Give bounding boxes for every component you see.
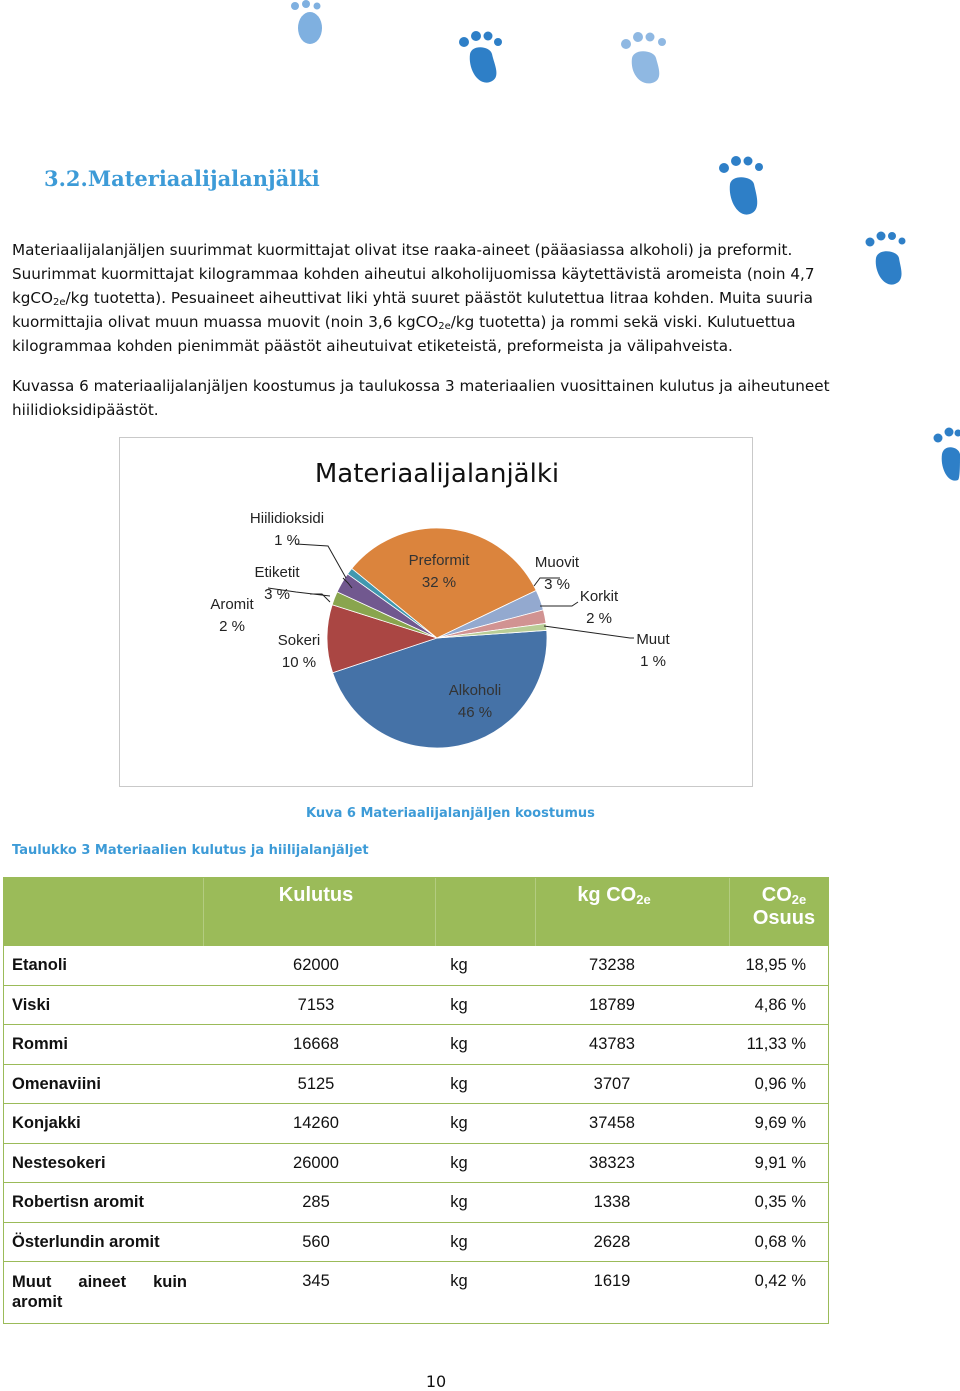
figure-caption: Kuva 6 Materiaalijalanjäljen koostumus [306, 806, 595, 821]
slice-label-alkoholi-value: 46 % [457, 704, 493, 721]
row-kg-co2e: 43783 [589, 1035, 635, 1053]
slice-label-hiilidioksidi-name: Hiilidioksidi [249, 510, 325, 527]
slice-label-alkoholi-name: Alkoholi [448, 682, 502, 699]
row-osuus: 9,69 % [754, 1114, 806, 1132]
slice-label-sokeri-value: 10 % [281, 654, 317, 671]
table-row [4, 946, 828, 986]
slice-label-aromit-value: 2 % [219, 618, 245, 635]
row-osuus: 9,91 % [754, 1153, 806, 1172]
row-unit: kg [450, 1272, 468, 1290]
row-osuus: 18,95 % [745, 956, 806, 974]
paragraph-1 [12, 238, 860, 358]
row-osuus: 0,35 % [754, 1193, 806, 1211]
row-kulutus: 345 [302, 1272, 330, 1290]
row-osuus: 11,33 % [746, 1035, 806, 1053]
slice-label-muovit-name: Muovit [534, 554, 580, 571]
row-kulutus: 62000 [293, 956, 339, 974]
row-unit: kg [450, 1074, 468, 1093]
footprint-icon [924, 424, 960, 488]
row-unit: kg [450, 1035, 468, 1053]
table-row [4, 1104, 828, 1144]
section-title: 3.2.Materiaalijalanjälki [44, 166, 320, 191]
slice-label-hiilidioksidi-value: 1 % [274, 532, 300, 549]
header-kulutus: Kulutus [278, 884, 354, 906]
row-kg-co2e: 37458 [589, 1114, 635, 1132]
row-name: Omenaviini [12, 1074, 101, 1093]
row-unit: kg [450, 995, 468, 1014]
footprint-icon [280, 0, 340, 50]
slice-label-preformit-name: Preformit [408, 552, 470, 569]
footprint-icon [712, 152, 774, 222]
chart-title: Materiaalijalanjälki [314, 459, 560, 489]
row-kg-co2e: 1619 [593, 1272, 631, 1290]
footprint-icon [450, 24, 520, 94]
row-osuus: 0,42 % [754, 1272, 806, 1290]
slice-label-muut-name: Muut [636, 631, 670, 648]
table-row [4, 1144, 828, 1184]
paragraph-2 [12, 374, 860, 422]
row-kulutus: 5125 [297, 1074, 335, 1093]
row-name: Robertisn aromit [12, 1193, 145, 1211]
row-kulutus: 7153 [297, 995, 335, 1014]
row-kg-co2e: 3707 [593, 1074, 631, 1093]
row-kg-co2e: 18789 [589, 995, 635, 1014]
row-kulutus: 16668 [293, 1035, 339, 1053]
row-kulutus: 560 [302, 1232, 330, 1251]
pie-chart [120, 438, 754, 788]
paragraph-2-line-2: hiilidioksidipäästöt. [12, 401, 159, 419]
table-header [4, 878, 828, 946]
row-name: Österlundin aromit [12, 1232, 160, 1251]
row-unit: kg [450, 956, 468, 974]
table-row [4, 1065, 828, 1105]
table-row [4, 1223, 828, 1263]
row-unit: kg [450, 1114, 468, 1132]
table-row [4, 986, 828, 1026]
table-row [4, 1025, 828, 1065]
paragraph-1-line-3: kgCO$_{2e}$/kg tuotetta). Pesuaineet aiheuttivat liki yhtä suuret päästöt kulutettua litraa kohden. Muita suuria [12, 289, 813, 308]
row-name: Nestesokeri [12, 1153, 106, 1172]
page-number: 10 [425, 1372, 447, 1391]
row-unit: kg [450, 1193, 468, 1211]
row-unit: kg [450, 1232, 468, 1251]
paragraph-1-line-4: kuormittajia olivat muun muassa muovit (noin 3,6 kgCO$_{2e}$/kg tuotetta) ja rommi sekä viski. Kulutuettua [12, 313, 796, 332]
footprint-icon [860, 228, 918, 290]
row-name: Rommi [12, 1035, 68, 1053]
row-kulutus: 26000 [293, 1153, 339, 1172]
paragraph-1-line-5: kilogrammaa kohden pienimmät päästöt aiheutuivat etiketeistä, preformeista ja välipahveista. [12, 337, 733, 355]
slice-label-aromit-name: Aromit [210, 596, 254, 613]
slice-label-korkit-name: Korkit [579, 588, 619, 605]
slice-label-korkit-value: 2 % [586, 610, 612, 627]
row-name: Etanoli [12, 956, 68, 974]
table-row [4, 1262, 828, 1323]
slice-label-etiketit-value: 3 % [264, 586, 290, 603]
paragraph-1-line-1: Materiaalijalanjäljen suurimmat kuormittajat olivat itse raaka-aineet (pääasiassa alkoholi) ja preformit. [12, 241, 793, 259]
table-row [4, 1183, 828, 1223]
slice-label-muut-value: 1 % [640, 653, 666, 670]
row-name: Viski [12, 995, 51, 1014]
row-name: Konjakki [12, 1114, 81, 1132]
slice-label-etiketit-name: Etiketit [254, 564, 300, 581]
slice-label-sokeri-name: Sokeri [277, 632, 321, 649]
slice-label-preformit-value: 32 % [421, 574, 457, 591]
row-unit: kg [450, 1153, 468, 1172]
row-osuus: 0,68 % [754, 1232, 806, 1251]
row-kg-co2e: 73238 [589, 956, 635, 974]
row-name: Muut aineet kuin aromit [12, 1273, 187, 1311]
row-osuus: 4,86 % [754, 995, 806, 1014]
header-kg-co2e: kg $CO_{2e}$ [577, 884, 651, 907]
footprint-icon [610, 28, 685, 88]
row-kulutus: 285 [302, 1193, 330, 1211]
row-kg-co2e: 2628 [593, 1232, 631, 1251]
paragraph-2-line-1: Kuvassa 6 materiaalijalanjäljen koostumus ja taulukossa 3 materiaalien vuosittainen kulutus ja aiheutuneet [12, 377, 830, 395]
row-kg-co2e: 1338 [593, 1193, 631, 1211]
table-caption: Taulukko 3 Materiaalien kulutus ja hiilijalanjäljet [12, 843, 369, 858]
row-osuus: 0,96 % [754, 1074, 806, 1093]
slice-label-muovit-value: 3 % [544, 576, 570, 593]
paragraph-1-line-2: Suurimmat kuormittajat kilogrammaa kohden aiheutui alkoholijuomissa käytettävistä aromeista (noin 4,7 [12, 265, 815, 283]
row-kulutus: 14260 [293, 1114, 339, 1132]
pie-chart-frame [119, 437, 753, 787]
header-co2e-osuus: $CO_{2e}$ Osuus [752, 884, 816, 929]
row-kg-co2e: 38323 [589, 1153, 635, 1172]
